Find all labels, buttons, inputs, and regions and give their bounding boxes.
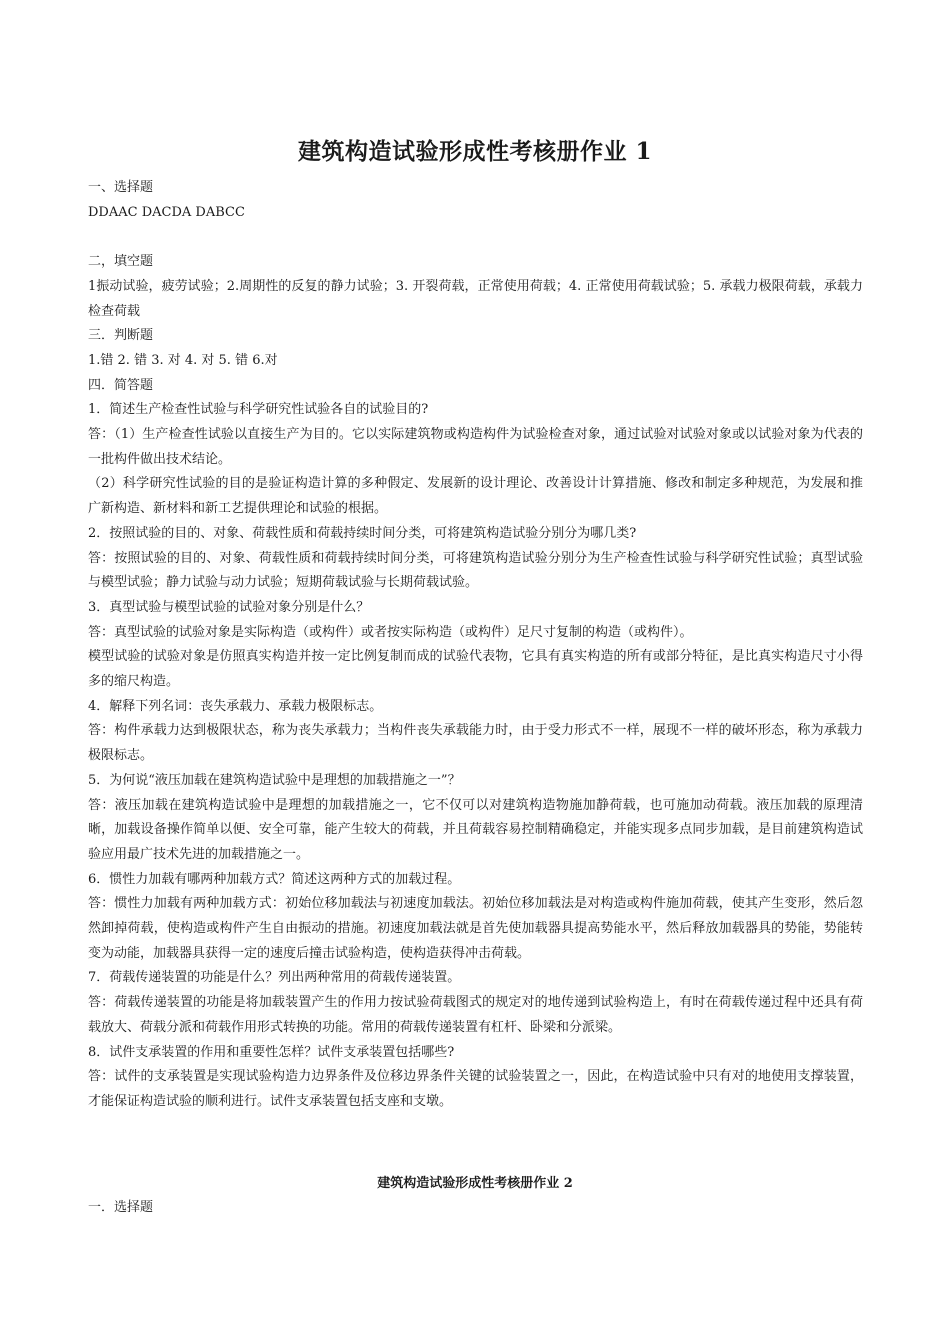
- paragraph: 5．为何说“液压加载在建筑构造试验中是理想的加载措施之一”？: [88, 772, 461, 788]
- blank-line: [88, 225, 863, 250]
- paragraph: 4．解释下列名词：丧失承载力、承载力极限标志。: [88, 698, 383, 714]
- paragraph: 模型试验的试验对象是仿照真实构造并按一定比例复制而成的试验代表物，它具有真实构造的所有或部分特征，是比真实构造尺寸小得多的缩尺构造。: [88, 649, 863, 690]
- paragraph: 答：按照试验的目的、对象、荷载性质和荷载持续时间分类，可将建筑构造试验分别分为生产检查性试验与科学研究性试验；真型试验与模型试验；静力试验与动力试验；短期荷载试验与长期荷载试验。: [88, 550, 863, 591]
- paragraph: 二，填空题: [88, 254, 154, 270]
- paragraph: 6．惯性力加载有哪两种加载方式？简述这两种方式的加载过程。: [88, 871, 461, 887]
- paragraph: 1．简述生产检查性试验与科学研究性试验各自的试验目的?: [88, 402, 429, 418]
- paragraph: 答：真型试验的试验对象是实际构造（或构件）或者按实际构造（或构件）足尺寸复制的构造（或构件）。: [88, 624, 693, 640]
- paragraph: 1振动试验，疲劳试验；2.周期性的反复的静力试验；3. 开裂荷载，正常使用荷载；4. 正常使用荷载试验；5. 承载力极限荷载，承载力检查荷载: [88, 278, 863, 319]
- second-section-heading: 一．选择题: [88, 1200, 154, 1215]
- paragraph: 答：（1）生产检查性试验以直接生产为目的。它以实际建筑物或构造构件为试验检查对象，通过试验对试验对象或以试验对象为代表的一批构件做出技术结论。: [88, 427, 863, 467]
- paragraph: 答：构件承载力达到极限状态，称为丧失承载力；当构件丧失承载能力时，由于受力形式不一样，展现不一样的破坏形态，称为承载力极限标志。: [88, 723, 863, 764]
- paragraph: 答：试件的支承装置是实现试验构造力边界条件及位移边界条件关键的试验装置之一，因此，在构造试验中只有对的地使用支撑装置，才能保证构造试验的顺利进行。试件支承装置包括支座和支墩。: [88, 1069, 863, 1109]
- paragraph: 7．荷载传递装置的功能是什么？列出两种常用的荷载传递装置。: [88, 970, 461, 986]
- paragraph: 四．简答题: [88, 377, 154, 393]
- paragraph: 答：液压加载在建筑构造试验中是理想的加载措施之一，它不仅可以对建筑构造物施加静荷载，也可施加动荷载。液压加载的原理清晰，加载设备操作简单以便、安全可靠，能产生较大的荷载，并且荷载容易控制精确稳定，并能实现多点同步加载，是目前建筑构造试验应用最广技术先进的加载措施之一。: [88, 797, 863, 862]
- paragraph: 答：荷载传递装置的功能是将加载装置产生的作用力按试验荷载图式的规定对的地传递到试验构造上，有时在荷载传递过程中还具有荷载放大、荷载分派和荷载作用形式转换的功能。常用的荷载传递装置有杠杆、卧梁和分派梁。: [88, 995, 863, 1035]
- paragraph: 1.错 2. 错 3. 对 4. 对 5. 错 6.对: [88, 352, 278, 368]
- document-body: [88, 176, 863, 1115]
- second-section-title: 建筑构造试验形成性考核册作业 2: [377, 1176, 573, 1191]
- paragraph: 答：惯性力加载有两种加载方式：初始位移加载法与初速度加载法。初始位移加载法是对构造或构件施加荷载，使其产生变形，然后忽然卸掉荷载，使构造或构件产生自由振动的措施。初速度加载法就是首先使加载器具提高势能水平，然后释放加载器具的势能，势能转变为动能，加载器具获得一定的速度后撞击试验构造，使构造获得冲击荷载。: [88, 896, 863, 961]
- paragraph: 一、选择题: [88, 180, 154, 195]
- paragraph: 2．按照试验的目的、对象、荷载性质和荷载持续时间分类，可将建筑构造试验分别分为哪几类?: [88, 525, 637, 541]
- paragraph: （2）科学研究性试验的目的是验证构造计算的多种假定、发展新的设计理论、改善设计计算措施、修改和制定多种规范，为发展和推广新构造、新材料和新工艺提供理论和试验的根据。: [88, 476, 863, 517]
- paragraph: 8．试件支承装置的作用和重要性怎样？试件支承装置包括哪些?: [88, 1044, 455, 1060]
- paragraph: 3．真型试验与模型试验的试验对象分别是什么？: [88, 599, 370, 615]
- paragraph: 三．判断题: [88, 328, 154, 344]
- document-title: 建筑构造试验形成性考核册作业 1: [297, 138, 652, 165]
- paragraph: DDAAC DACDA DABCC: [88, 204, 245, 220]
